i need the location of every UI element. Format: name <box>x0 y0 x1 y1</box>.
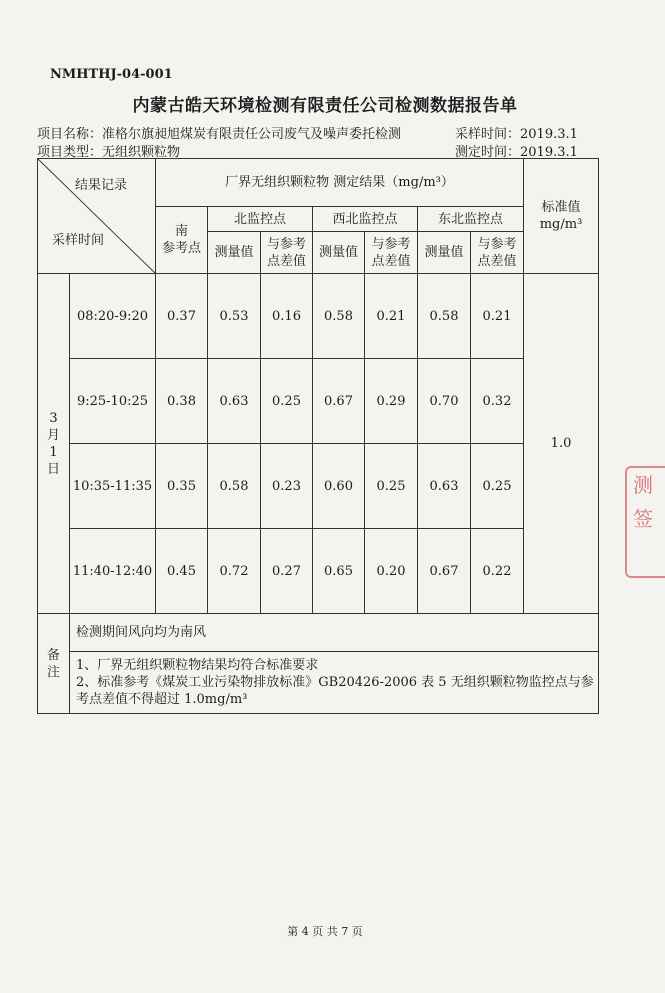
north-measure: 0.53 <box>208 274 261 359</box>
northwest-diff: 0.29 <box>365 359 418 444</box>
point-north-header: 北监控点 <box>208 207 313 232</box>
northwest-diff: 0.21 <box>365 274 418 359</box>
northwest-measure: 0.67 <box>313 359 365 444</box>
corner-label-time: 采样时间 <box>52 233 105 248</box>
northwest-measure: 0.60 <box>313 444 365 529</box>
northwest-measure: 0.65 <box>313 529 365 614</box>
northeast-measure: 0.70 <box>418 359 471 444</box>
project-type: 项目类型：无组织颗粒物 <box>37 145 181 160</box>
north-measure: 0.58 <box>208 444 261 529</box>
group-header: 厂界无组织颗粒物 测定结果（mg/m³） <box>156 159 524 207</box>
ref-value: 0.35 <box>156 444 208 529</box>
north-diff: 0.25 <box>261 359 313 444</box>
table-corner-header <box>38 159 156 274</box>
red-seal-stamp: 测 签 <box>625 466 665 578</box>
ref-value: 0.37 <box>156 274 208 359</box>
project-name: 项目名称：准格尔旗昶旭煤炭有限责任公司废气及噪声委托检测 <box>37 127 402 142</box>
north-measure: 0.63 <box>208 359 261 444</box>
std-header <box>524 159 599 274</box>
north-diff: 0.23 <box>261 444 313 529</box>
northeast-measure: 0.67 <box>418 529 471 614</box>
point-northwest-header: 西北监控点 <box>313 207 418 232</box>
measuring-time: 测定时间：2019.3.1 <box>455 145 578 160</box>
northeast-diff: 0.21 <box>471 274 524 359</box>
remark-standard <box>70 652 599 714</box>
north-diff: 0.27 <box>261 529 313 614</box>
remark-row <box>38 614 599 652</box>
page-number: 第 4 页 共 7 页 <box>287 925 363 938</box>
diff-header: 与参考 点差值 <box>261 232 313 274</box>
std-label: 标准值 <box>541 200 581 215</box>
south-ref-header <box>156 207 208 274</box>
northeast-diff: 0.22 <box>471 529 524 614</box>
time-cell: 08:20-9:20 <box>70 274 156 359</box>
corner-label-result: 结果记录 <box>74 178 127 193</box>
results-table <box>37 158 599 714</box>
date-cell: 3 月 1 日 <box>38 274 70 614</box>
remark-label: 备 注 <box>38 614 70 714</box>
northeast-diff: 0.25 <box>471 444 524 529</box>
std-value: 1.0 <box>524 274 599 614</box>
point-northeast-header: 东北监控点 <box>418 207 524 232</box>
ref-label: 参考点 <box>161 241 201 256</box>
table-row <box>38 274 599 359</box>
northeast-measure: 0.63 <box>418 444 471 529</box>
document-code: NMHTHJ-04-001 <box>50 67 173 82</box>
measure-header: 测量值 <box>418 232 471 274</box>
north-measure: 0.72 <box>208 529 261 614</box>
northeast-measure: 0.58 <box>418 274 471 359</box>
time-cell: 11:40-12:40 <box>70 529 156 614</box>
north-diff: 0.16 <box>261 274 313 359</box>
remark-line-2: 2、标准参考《煤炭工业污染物排放标准》GB20426-2006 表 5 无组织颗粒物监控点与参考点差值不得超过 1.0mg/m³ <box>76 675 594 707</box>
table-row <box>38 529 599 614</box>
table-row <box>38 359 599 444</box>
northwest-diff: 0.25 <box>365 444 418 529</box>
diff-header: 与参考 点差值 <box>365 232 418 274</box>
std-unit: mg/m³ <box>539 217 583 232</box>
measure-header: 测量值 <box>208 232 261 274</box>
report-title: 内蒙古皓天环境检测有限责任公司检测数据报告单 <box>132 96 518 116</box>
remark-row <box>38 652 599 714</box>
south-label: 南 <box>174 224 188 239</box>
ref-value: 0.45 <box>156 529 208 614</box>
remark-wind: 检测期间风向均为南风 <box>70 614 599 652</box>
time-cell: 9:25-10:25 <box>70 359 156 444</box>
ref-value: 0.38 <box>156 359 208 444</box>
table-row <box>38 444 599 529</box>
remark-line-1: 1、厂界无组织颗粒物结果均符合标准要求 <box>76 658 319 673</box>
diff-header: 与参考 点差值 <box>471 232 524 274</box>
northwest-diff: 0.20 <box>365 529 418 614</box>
northeast-diff: 0.32 <box>471 359 524 444</box>
measure-header: 测量值 <box>313 232 365 274</box>
time-cell: 10:35-11:35 <box>70 444 156 529</box>
northwest-measure: 0.58 <box>313 274 365 359</box>
sampling-time: 采样时间：2019.3.1 <box>455 127 578 142</box>
